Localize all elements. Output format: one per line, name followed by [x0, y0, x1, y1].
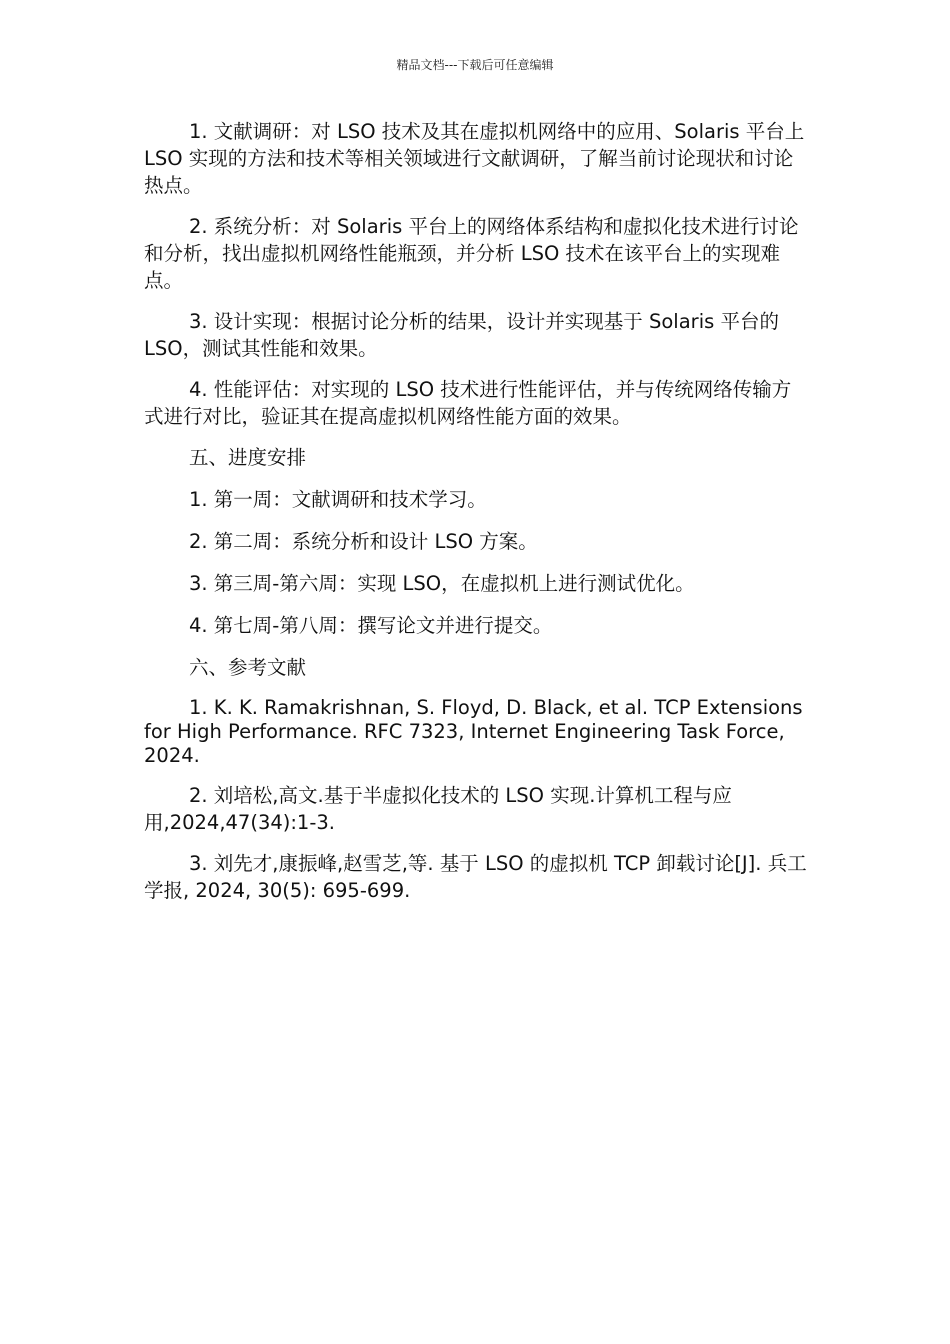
- reference-item-3: 3. 刘先才,康振峰,赵雪芝,等. 基于 LSO 的虚拟机 TCP 卸载讨论[J]. 兵工学报, 2024, 30(5): 695-699.: [144, 852, 807, 902]
- schedule-item-week1: 1. 第一周：文献调研和技术学习。: [189, 488, 487, 511]
- reference-item-2: 2. 刘培松,高文.基于半虚拟化技术的 LSO 实现.计算机工程与应用,2024,47(34):1-3.: [144, 784, 732, 834]
- document-body: [144, 118, 808, 918]
- method-system-analysis: 2. 系统分析：对 Solaris 平台上的网络体系结构和虚拟化技术进行讨论和分析，找出虚拟机网络性能瓶颈，并分析 LSO 技术在该平台上的实现难点。: [144, 215, 799, 292]
- schedule-item-week3-6: 3. 第三周-第六周：实现 LSO，在虚拟机上进行测试优化。: [189, 572, 695, 595]
- page-header: 精品文档---下载后可任意编辑: [396, 58, 554, 72]
- reference-item-1: 1. K. K. Ramakrishnan, S. Floyd, D. Black, et al. TCP Extensions for High Performance. RFC 7323, Internet Engineering Task Force, 2024.: [144, 696, 803, 767]
- method-literature-review: 1. 文献调研：对 LSO 技术及其在虚拟机网络中的应用、Solaris 平台上 LSO 实现的方法和技术等相关领域进行文献调研，了解当前讨论现状和讨论热点。: [144, 120, 805, 197]
- schedule-item-week7-8: 4. 第七周-第八周：撰写论文并进行提交。: [189, 614, 553, 637]
- section-heading-schedule: 五、进度安排: [189, 446, 307, 469]
- schedule-item-week2: 2. 第二周：系统分析和设计 LSO 方案。: [189, 530, 538, 553]
- method-performance-evaluation: 4. 性能评估：对实现的 LSO 技术进行性能评估，并与传统网络传输方式进行对比，验证其在提高虚拟机网络性能方面的效果。: [144, 378, 792, 428]
- method-design-implementation: 3. 设计实现：根据讨论分析的结果，设计并实现基于 Solaris 平台的 LSO，测试其性能和效果。: [144, 310, 779, 360]
- section-heading-references: 六、参考文献: [189, 656, 307, 679]
